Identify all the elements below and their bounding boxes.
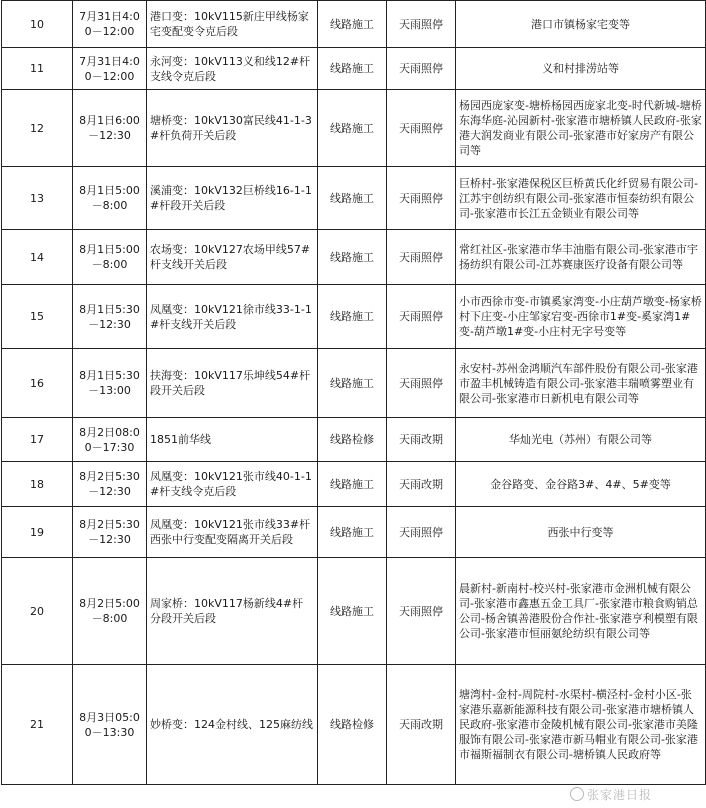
cell-work-type: 线路施工 xyxy=(318,167,387,230)
cell-affected-area: 杨园西庞家变-塘桥杨园西庞家北变-时代新城-塘桥东海华庭-沁园新村-张家港市塘桥镇人民政府-张家港大润发商业有限公司-张家港市好家房产有限公司等 xyxy=(456,90,706,167)
cell-affected-area: 金谷路变、金谷路3#、4#、5#变等 xyxy=(456,462,706,507)
cell-time: 8月3日05:00－13:30 xyxy=(73,665,147,785)
cell-weather-condition: 天雨照停 xyxy=(387,507,456,558)
cell-time: 8月1日5:30－13:00 xyxy=(73,349,147,418)
watermark xyxy=(570,786,652,803)
cell-weather-condition: 天雨改期 xyxy=(387,665,456,785)
cell-time: 8月1日5:00－8:00 xyxy=(73,167,147,230)
cell-work-type: 线路检修 xyxy=(318,665,387,785)
cell-device: 永河变：10kV113义和线12#杆支线令克后段 xyxy=(147,48,318,90)
cell-weather-condition: 天雨照停 xyxy=(387,558,456,665)
table-row xyxy=(2,665,706,785)
cell-affected-area: 小市西徐市变-市镇奚家湾变-小庄葫芦墩变-杨家桥村下庄变-小庄邹家宕变-西徐市1#变-奚家湾1#变-葫芦墩1#变-小庄村无字号变等 xyxy=(456,285,706,349)
cell-work-type: 线路施工 xyxy=(318,48,387,90)
cell-time: 8月2日5:30－12:30 xyxy=(73,462,147,507)
cell-work-type: 线路施工 xyxy=(318,90,387,167)
cell-time: 7月31日4:00－12:00 xyxy=(73,1,147,48)
table-body xyxy=(2,1,706,785)
cell-number: 18 xyxy=(2,462,73,507)
cell-time: 8月1日6:00－12:30 xyxy=(73,90,147,167)
cell-number: 21 xyxy=(2,665,73,785)
cell-work-type: 线路施工 xyxy=(318,349,387,418)
cell-weather-condition: 天雨照停 xyxy=(387,349,456,418)
cell-time: 8月2日5:00－8:00 xyxy=(73,558,147,665)
cell-number: 16 xyxy=(2,349,73,418)
cell-time: 8月2日5:30－12:30 xyxy=(73,507,147,558)
cell-device: 凤凰变：10kV121张市线33#杆西张中行变配变隔离开关后段 xyxy=(147,507,318,558)
table-row xyxy=(2,285,706,349)
cell-number: 17 xyxy=(2,418,73,462)
cell-affected-area: 晨新村-新南村-校兴村-张家港市金洲机械有限公司-张家港市鑫惠五金工具厂-张家港市粮食购销总公司-杨舍镇善港股份合作社-张家港亨利模塑有限公司-张家港市恒丽氨纶纺织有限公司等 xyxy=(456,558,706,665)
cell-device: 1851前华线 xyxy=(147,418,318,462)
cell-weather-condition: 天雨照停 xyxy=(387,167,456,230)
cell-work-type: 线路施工 xyxy=(318,285,387,349)
cell-weather-condition: 天雨改期 xyxy=(387,462,456,507)
table-row xyxy=(2,48,706,90)
cell-device: 扶海变：10kV117乐坤线54#杆段开关后段 xyxy=(147,349,318,418)
cell-weather-condition: 天雨照停 xyxy=(387,90,456,167)
table-row xyxy=(2,349,706,418)
table-row xyxy=(2,558,706,665)
cell-number: 12 xyxy=(2,90,73,167)
cell-affected-area: 常红社区-张家港市华丰油脂有限公司-张家港市宇扬纺织有限公司-江苏赛康医疗设备有限公司等 xyxy=(456,230,706,285)
table-row xyxy=(2,1,706,48)
cell-affected-area: 西张中行变等 xyxy=(456,507,706,558)
cell-work-type: 线路施工 xyxy=(318,558,387,665)
cell-affected-area: 义和村排涝站等 xyxy=(456,48,706,90)
cell-time: 8月2日08:00－17:30 xyxy=(73,418,147,462)
cell-time: 8月1日5:00－8:00 xyxy=(73,230,147,285)
cell-affected-area: 塘湾村-金村-周院村-水渠村-横泾村-金村小区-张家港乐嘉新能源科技有限公司-张家港市塘桥镇人民政府-张家港市金陵机械有限公司-张家港市美隆服饰有限公司-张家港市新马帽业有限公司-张家港市福斯福制衣有限公司-塘桥镇人民政府等 xyxy=(456,665,706,785)
cell-device: 农场变：10kV127农场甲线57#杆支线开关后段 xyxy=(147,230,318,285)
cell-affected-area: 永安村-苏州金鸿顺汽车部件股份有限公司-张家港市盈丰机械铸造有限公司-张家港丰瑞喷雾塑业有限公司-张家港市日新机电有限公司等 xyxy=(456,349,706,418)
cell-work-type: 线路施工 xyxy=(318,507,387,558)
cell-number: 10 xyxy=(2,1,73,48)
power-outage-table xyxy=(1,0,706,785)
watermark-text: 张家港日报 xyxy=(587,788,653,802)
table-row xyxy=(2,230,706,285)
cell-device: 凤凰变：10kV121徐市线33-1-1#杆支线开关后段 xyxy=(147,285,318,349)
cell-device: 妙桥变：124金村线、125麻纺线 xyxy=(147,665,318,785)
cell-device: 凤凰变：10kV121张市线40-1-1#杆支线令克后段 xyxy=(147,462,318,507)
cell-number: 15 xyxy=(2,285,73,349)
cell-device: 港口变：10kV115新庄甲线杨家宅变配变令克后段 xyxy=(147,1,318,48)
cell-device: 周家桥：10kV117杨新线4#杆分段开关后段 xyxy=(147,558,318,665)
cell-work-type: 线路施工 xyxy=(318,230,387,285)
cell-work-type: 线路检修 xyxy=(318,418,387,462)
cell-weather-condition: 天雨照停 xyxy=(387,1,456,48)
cell-device: 溪浦变：10kV132巨桥线16-1-1#杆段开关后段 xyxy=(147,167,318,230)
cell-affected-area: 港口市镇杨家宅变等 xyxy=(456,1,706,48)
cell-device: 塘桥变：10kV130富民线41-1-3#杆负荷开关后段 xyxy=(147,90,318,167)
table-row xyxy=(2,90,706,167)
cell-time: 7月31日4:00－12:00 xyxy=(73,48,147,90)
cell-weather-condition: 天雨照停 xyxy=(387,230,456,285)
cell-weather-condition: 天雨照停 xyxy=(387,48,456,90)
cell-affected-area: 巨桥村-张家港保税区巨桥黄氏化纤贸易有限公司-江苏宇创纺织有限公司-张家港市恒泰纺织有限公司-张家港市长江五金锁业有限公司等 xyxy=(456,167,706,230)
cell-work-type: 线路施工 xyxy=(318,1,387,48)
cell-weather-condition: 天雨改期 xyxy=(387,418,456,462)
cell-number: 13 xyxy=(2,167,73,230)
cell-affected-area: 华灿光电（苏州）有限公司等 xyxy=(456,418,706,462)
cell-number: 20 xyxy=(2,558,73,665)
wechat-icon xyxy=(570,787,584,801)
cell-time: 8月1日5:30－12:30 xyxy=(73,285,147,349)
cell-number: 14 xyxy=(2,230,73,285)
cell-weather-condition: 天雨照停 xyxy=(387,285,456,349)
table-row xyxy=(2,462,706,507)
table-row xyxy=(2,167,706,230)
table-row xyxy=(2,507,706,558)
cell-number: 19 xyxy=(2,507,73,558)
cell-work-type: 线路施工 xyxy=(318,462,387,507)
table-row xyxy=(2,418,706,462)
cell-number: 11 xyxy=(2,48,73,90)
